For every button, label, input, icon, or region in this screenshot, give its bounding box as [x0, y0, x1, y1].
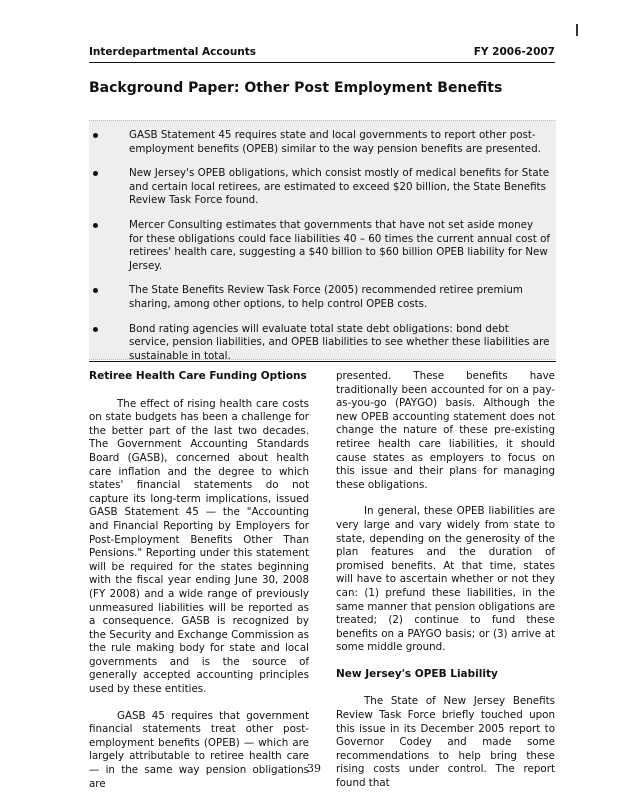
bullet-icon [93, 223, 98, 228]
summary-bullet-list [89, 129, 556, 374]
body-paragraph: GASB 45 requires that government financial statements treat other post-employment benefits (OPEB) — which are largely attributable to retiree health care — in the same way pension obligations are [89, 709, 309, 790]
bullet-icon [93, 288, 98, 293]
scan-mark [576, 24, 578, 36]
body-paragraph: presented. These benefits have traditionally been accounted for on a pay-as-you-go (PAYGO) basis. Although the new OPEB accounting statement does not change the nature of these pre-existing retiree health care liabilities, it should cause states as employers to focus on this issue and their plans for managing these obligations. [336, 370, 555, 491]
summary-bottom-rule [89, 361, 556, 362]
page-number: 39 [307, 762, 321, 775]
running-header [89, 45, 555, 61]
summary-bullet [89, 219, 556, 273]
summary-bullet-text: Mercer Consulting estimates that governments that have not set aside money for these obligations could face liabilities 40 – 60 times the current annual cost of retirees' health care, suggesting a $40 billion to $60 billion OPEB liability for New Jersey. [129, 218, 551, 272]
summary-bullet-text: Bond rating agencies will evaluate total state debt obligations: bond debt service, pension liabilities, and OPEB liabilities to see whether these liabilities are sustainable in total. [129, 322, 550, 362]
summary-bullet [89, 284, 556, 311]
body-paragraph: The effect of rising health care costs on state budgets has been a challenge for the better part of the last two decades. The Government Accounting Standards Board (GASB), concerned about health care inflation and the degree to which states' financial statements do not capture its long-term implications, issued GASB Statement 45 — the "Accounting and Financial Reporting by Employers for Post-Employment Benefits Other Than Pensions." Reporting under this statement will be required for the states beginning with the fiscal year ending June 30, 2008 (FY 2008) and a wide range of previously unmeasured liabilities will be reported as a consequence. GASB is recognized by the Security and Exchange Commission as the rule making body for state and local governments and is the source of generally accepted accounting principles used by these entities. [89, 397, 309, 696]
section-heading: New Jersey's OPEB Liability [336, 667, 498, 680]
summary-bullet [89, 167, 556, 208]
header-rule [89, 62, 555, 63]
summary-box [89, 120, 556, 360]
summary-bullet-text: New Jersey's OPEB obligations, which consist mostly of medical benefits for State and certain local retirees, are estimated to exceed $20 billion, the State Benefits Review Task Force found. [129, 167, 550, 207]
bullet-icon [93, 327, 98, 332]
summary-bullet-text: GASB Statement 45 requires state and local governments to report other post-employment benefits (OPEB) similar to the way pension benefits are presented. [129, 129, 541, 155]
body-paragraph: The State of New Jersey Benefits Review Task Force briefly touched upon this issue in its December 2005 report to Governor Codey and made some recommendations to help bring these rising costs under control. The report found that [336, 695, 555, 790]
summary-bullet [89, 129, 556, 156]
section-heading: Retiree Health Care Funding Options [89, 370, 307, 382]
bullet-icon [93, 171, 98, 176]
page-title: Background Paper: Other Post Employment Benefits [89, 80, 503, 96]
right-column [336, 370, 555, 800]
bullet-icon [93, 133, 98, 138]
header-section-name: Interdepartmental Accounts [89, 46, 257, 58]
summary-bullet-text: The State Benefits Review Task Force (2005) recommended retiree premium sharing, among other options, to help control OPEB costs. [129, 284, 523, 310]
body-paragraph: In general, these OPEB liabilities are very large and vary widely from state to state, depending on the generosity of the plan features and the duration of promised benefits. At that time, states will have to ascertain whether or not they can: (1) prefund these liabilities, in the same manner that pension obligations are treated; (2) continue to fund these benefits on a PAYGO basis; or (3) arrive at some middle ground. [336, 505, 555, 654]
header-fiscal-year: FY 2006-2007 [473, 46, 555, 58]
left-column [89, 370, 309, 800]
summary-bullet [89, 323, 556, 364]
